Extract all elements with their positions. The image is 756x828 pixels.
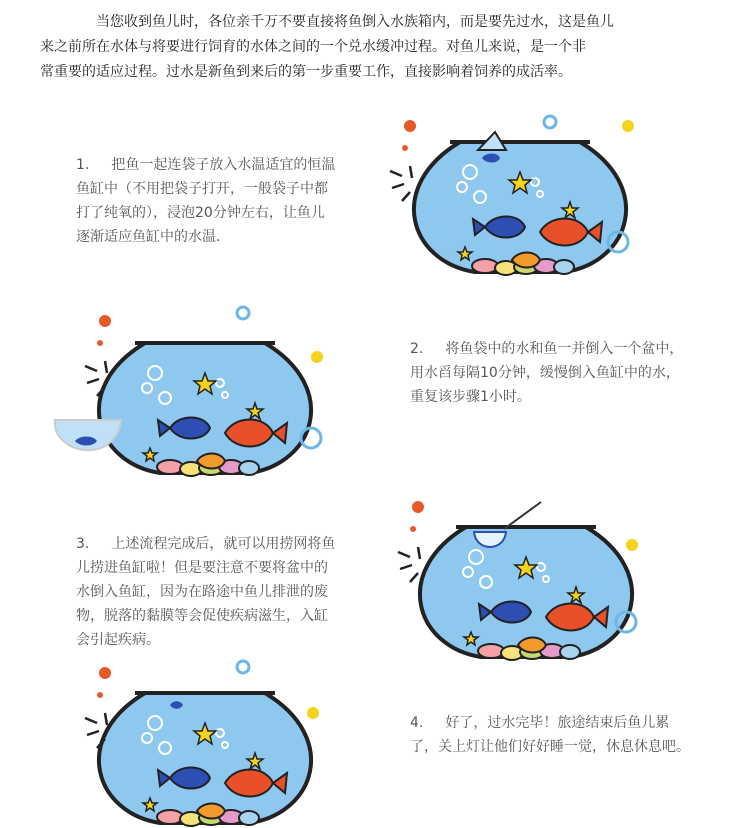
intro-line: 当您收到鱼儿时，各位亲千万不要直接将鱼倒入水族箱内，而是要先过水，这是鱼儿: [96, 14, 614, 30]
step-line: 重复该步骤1小时。: [410, 389, 531, 405]
step-1-text: [76, 153, 376, 249]
step-number: 2.: [410, 341, 424, 357]
step-line: 鱼缸中（不用把袋子打开，一般袋子中都: [76, 181, 328, 197]
fishbowl-illustration: [125, 693, 295, 828]
step-line: 好了，过水完毕！旅途结束后鱼儿累: [445, 715, 670, 731]
fishbowl-illustration: [446, 527, 616, 662]
step-number: 1.: [76, 157, 90, 173]
step-line: 上述流程完成后，就可以用捞网将鱼: [111, 536, 336, 552]
step-3-text: [76, 532, 376, 652]
fishbowl-illustration: [440, 142, 610, 277]
step-4-text: [410, 711, 740, 759]
step-line: 了，关上灯让他们好好睡一觉，休息休息吧。: [410, 739, 690, 755]
step-number: 4.: [410, 715, 424, 731]
intro-paragraph: [40, 10, 730, 85]
step-line: 会引起疾病。: [76, 632, 160, 648]
step-line: 打了纯氧的），浸泡20分钟左右，让鱼儿: [76, 205, 325, 221]
step-number: 3.: [76, 536, 90, 552]
step-line: 将鱼袋中的水和鱼一并倒入一个盆中，: [445, 341, 684, 357]
intro-line: 常重要的适应过程。过水是新鱼到来后的第一步重要工作，直接影响着饲养的成活率。: [40, 64, 572, 80]
intro-line: 来之前所在水体与将要进行饲育的水体之间的一个兑水缓冲过程。对鱼儿来说，是一个非: [40, 39, 586, 55]
step-line: 用水舀每隔10分钟，缓慢倒入鱼缸中的水，: [410, 365, 680, 381]
fishbowl-illustration: [125, 343, 295, 478]
step-line: 把鱼一起连袋子放入水温适宜的恒温: [111, 157, 336, 173]
step-line: 逐渐适应鱼缸中的水温.: [76, 229, 221, 245]
step-2-text: [410, 337, 740, 409]
step-line: 水倒入鱼缸，因为在路途中鱼儿排泄的废: [76, 584, 328, 600]
step-line: 儿捞进鱼缸啦！但是要注意不要将盆中的: [76, 560, 328, 576]
step-line: 物，脱落的黏膜等会促使疾病滋生，入缸: [76, 608, 328, 624]
